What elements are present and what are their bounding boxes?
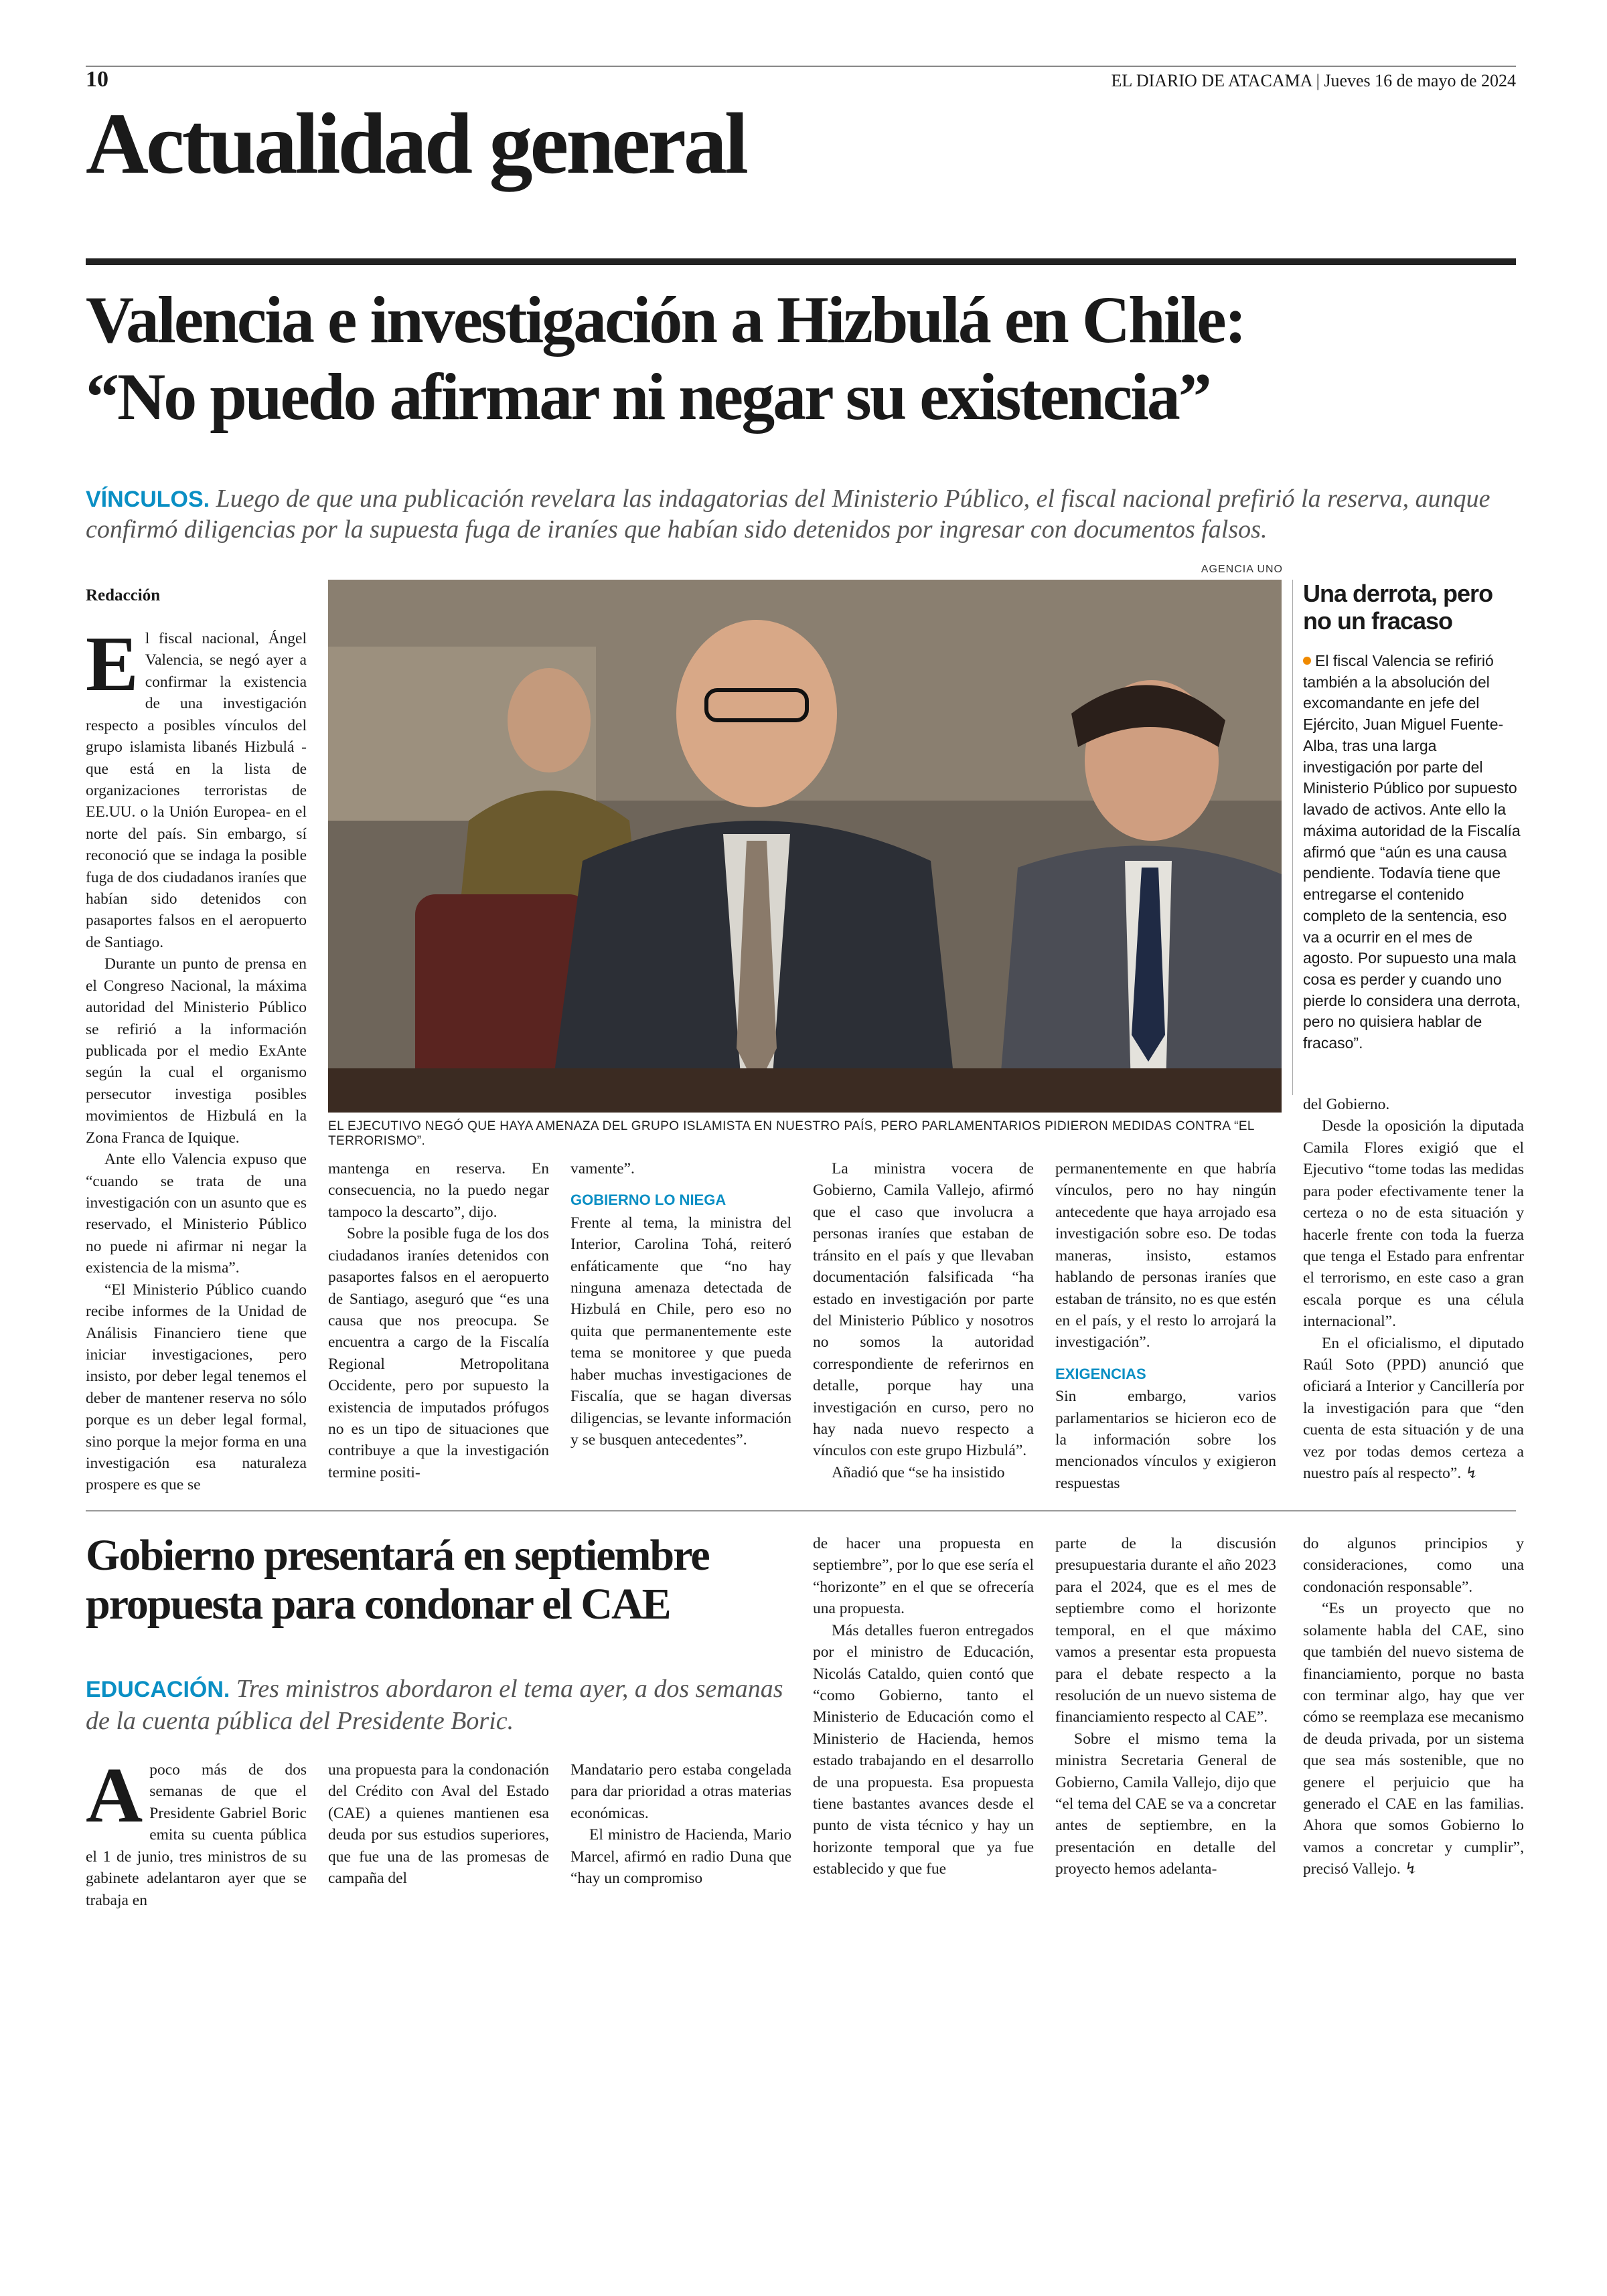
- article1-headline-line2: “No puedo afirmar ni negar su existencia”: [86, 359, 1210, 434]
- article2-paragraph: “Es un proyecto que no solamente habla del CAE, sino que también del nuevo sistema de financiamiento, porque no basta con terminar algo, hay que ver cómo se reemplaza ese mecanismo de deuda privada, por un sistema que sea más sostenible, que no genere el perjuicio que ha generado el CAE en las familias. Ahora que somos Gobierno lo vamos a concretar y cumplir”, precisó Vallejo. ↯: [1303, 1600, 1524, 1878]
- photo-credit: AGENCIA UNO: [1201, 564, 1283, 575]
- bullet-dot-icon: [1303, 657, 1311, 665]
- article1-paragraph: mantenga en reserva. En consecuencia, no la puedo negar tampoco la descarto”, dijo.: [328, 1160, 549, 1221]
- article1-headline: [86, 281, 1525, 435]
- page-number: 10: [86, 67, 108, 92]
- photo-illustration: [328, 580, 1282, 1113]
- article2-paragraph: parte de la discusión presupuestaria durante el año 2023 para el 2024, que es el mes de septiembre como el horizonte temporal, en el que máximo vamos a presentar esta propuesta para el debate respecto a la resolución de un nuevo sistema de financiamiento respecto al CAE”.: [1055, 1535, 1276, 1726]
- article2-dropcap: A: [86, 1751, 143, 1839]
- article2-headline: [86, 1532, 809, 1629]
- subhead-exigencias: EXIGENCIAS: [1055, 1365, 1146, 1382]
- article1-dek: [86, 483, 1525, 546]
- article2-paragraph: [86, 1751, 307, 1911]
- article2-paragraph: Más detalles fueron entregados por el ministro de Educación, Nicolás Cataldo, quien contó que “como Gobierno, tanto el Ministerio de Educación como el Ministerio de Hacienda, hemos estado trabajando en el desarrollo de una propuesta. Esa propuesta tiene bastantes avances desde el punto de vista técnico y hay un horizonte temporal que ya fue establecido y que fue: [813, 1621, 1034, 1878]
- article1-paragraph: Sobre la posible fuga de los dos ciudadanos iraníes detenidos con pasaportes falsos en el aeropuerto de Santiago, aseguró que “es una causa que nos preocupa. Se encuentra a cargo de la Fiscalía Regional Metropolitana Occidente, pero por supuesto la existencia de imputados prófugos no es un tipo de situaciones que contribuye a que la investigación termine positi-: [328, 1225, 549, 1481]
- article1-paragraph: del Gobierno.: [1303, 1096, 1390, 1113]
- article1-headline-line1: Valencia e investigación a Hizbulá en Chile:: [86, 282, 1245, 357]
- sidebar-text: El fiscal Valencia se refirió también a la absolución del excomandante en jefe del Ejército, Juan Miguel Fuente-Alba, tras una larga investigación por parte del Ministerio Público por supuesto lavado de activos. Ante ello la máxima autoridad de la Fiscalía afirmó que “aún es una causa pendiente. Todavía tiene que entregarse el contenido completo de la sentencia, eso va a ocurrir en el mes de agosto. Por supuesto una mala cosa es perder y cuando uno pierde lo considera una derrota, pero no quisiera hablar de fracaso”.: [1303, 652, 1521, 1052]
- masthead: [1112, 71, 1516, 91]
- article1-paragraph: Añadió que “se ha insistido: [832, 1463, 1005, 1481]
- article1-paragraph: La ministra vocera de Gobierno, Camila Vallejo, afirmó que el caso que involucra a personas iraníes que estaban de tránsito en el país y que llevaban documentación falsificada “ha estado en investigación por parte del Ministerio Público y nosotros no somos la autoridad correspondiente de referirnos en detalle, porque hay una investigación en curso, pero no hay nada nuevo respecto a vínculos con este grupo Hizbulá”.: [813, 1160, 1034, 1460]
- article1-column-5: [1055, 1158, 1276, 1494]
- article2-column-3: [570, 1759, 791, 1890]
- article1-kicker: VÍNCULOS.: [86, 487, 210, 512]
- section-rule: [86, 258, 1516, 265]
- article1-paragraph-text: l fiscal nacional, Ángel Valencia, se negó ayer a confirmar la existencia de una investigación respecto a posibles vínculos del grupo islamista libanés Hizbulá -que está en la lista de organizaciones terroristas de EE.UU. o la Unión Europea- en el norte del país. Sin embargo, sí reconoció que se indaga la posible fuga de dos ciudadanos iraníes que habían sido detenidos con pasaportes falsos en el aeropuerto de Santiago.: [86, 630, 307, 951]
- article2-headline-line1: Gobierno presentará en septiembre: [86, 1531, 709, 1580]
- article1-paragraph: Frente al tema, la ministra del Interior, Carolina Tohá, reiteró enfáticamente que “no hay ninguna amenaza detectada de Hizbulá en Chile, pero eso no quita que permanentemente este tema se monitoree y que pueda haber muchas investigaciones de Fiscalía, que se hagan diversas diligencias, se levante información y se busquen antecedentes”.: [570, 1214, 791, 1449]
- article1-paragraph: “El Ministerio Público cuando recibe informes de la Unidad de Análisis Financiero tiene que iniciar investigaciones, pero insisto, por deber legal tenemos el deber de mantener reserva no sólo porque es un deber legal formal, sino porque la mejor forma en una investigación esa naturaleza prospere es que se: [86, 1281, 307, 1494]
- article2-paragraph: una propuesta para la condonación del Crédito con Aval del Estado (CAE) a quienes mantienen esa deuda por sus estudios superiores, que fue una de las promesas de campaña del: [328, 1761, 549, 1888]
- header-rule: [86, 66, 1516, 67]
- article1-column-3: [570, 1158, 791, 1451]
- article1-paragraph: Durante un punto de prensa en el Congreso Nacional, la máxima autoridad del Ministerio Público se refirió a la información publicada por el medio ExAnte según la cual el organismo persecutor investiga posibles movimientos de Hizbulá en la Zona Franca de Iquique.: [86, 955, 307, 1147]
- article1-paragraph: permanentemente en que habría vínculos, pero no hay ningún antecedente que haya arrojado esa investigación sobre eso. De todas maneras, insisto, estamos hablando de personas iraníes que estaban de tránsito, no es que estén en el país, y el resto lo arrojará la investigación”.: [1055, 1160, 1276, 1351]
- article2-dek: [86, 1673, 809, 1738]
- sidebar-body: [1303, 651, 1524, 1054]
- newspaper-name: EL DIARIO DE ATACAMA: [1111, 71, 1312, 90]
- article1-paragraph: [86, 620, 307, 953]
- section-title: Actualidad general: [86, 96, 747, 192]
- masthead-separator: |: [1316, 71, 1324, 90]
- article1-paragraph: En el oficialismo, el diputado Raúl Soto (PPD) anunció que oficiará a Interior y Cancillería por la investigación para que “den cuenta de esta situación y de una vez por todas demos certeza a nuestro país al respecto”. ↯: [1303, 1334, 1524, 1483]
- article1-column-1: [86, 620, 307, 1496]
- article1-paragraph: Ante ello Valencia expuso que “cuando se trata de una investigación con un asunto que es reservado, el Ministerio Público no puede ni afirmar ni negar la existencia de la misma”.: [86, 1151, 307, 1277]
- article2-headline-line2: propuesta para condonar el CAE: [86, 1579, 670, 1629]
- issue-date: Jueves 16 de mayo de 2024: [1324, 71, 1516, 90]
- article2-paragraph: de hacer una propuesta en septiembre”, por lo que ese sería el “horizonte” en el que se ofrecería una propuesta.: [813, 1535, 1034, 1618]
- article2-dek-text: Tres ministros abordaron el tema ayer, a dos semanas de la cuenta pública del Presidente Boric.: [86, 1675, 783, 1735]
- subhead-gobierno-lo-niega: GOBIERNO LO NIEGA: [570, 1192, 726, 1209]
- article1-column-6: [1303, 1094, 1524, 1485]
- sidebar-title: Una derrota, pero no un fracaso: [1303, 580, 1493, 635]
- article2-paragraph: Mandatario pero estaba congelada para dar prioridad a otras materias económicas.: [570, 1761, 791, 1822]
- photo-caption: EL EJECUTIVO NEGÓ QUE HAYA AMENAZA DEL GRUPO ISLAMISTA EN NUESTRO PAÍS, PERO PARLAMENTARIOS PIDIERON MEDIDAS CONTRA “EL TERRORISMO”.: [328, 1119, 1255, 1148]
- article1-paragraph: Desde la oposición la diputada Camila Flores exigió que el Ejecutivo “tome todas las medidas para poder efectivamente tener la certeza o no de esta situación y hacerle frente con toda la fuerza que tenga el Estado para enfrentar el terrorismo, en este caso a gran escala porque es una célula internacional”.: [1303, 1117, 1524, 1331]
- article1-column-2: [328, 1158, 549, 1483]
- article2-column-6: [1303, 1533, 1524, 1880]
- article1-paragraph: Sin embargo, varios parlamentarios se hicieron eco de la información sobre los mencionados vínculos y exigieron respuestas: [1055, 1388, 1276, 1492]
- article2-column-5: [1055, 1533, 1276, 1880]
- article1-paragraph: vamente”.: [570, 1160, 635, 1177]
- article2-paragraph: El ministro de Hacienda, Mario Marcel, afirmó en radio Duna que “hay un compromiso: [570, 1826, 791, 1888]
- article2-kicker: EDUCACIÓN.: [86, 1677, 230, 1702]
- news-photo: [328, 580, 1282, 1113]
- article-divider: [86, 1510, 1516, 1511]
- byline: Redacción: [86, 586, 161, 604]
- article1-dropcap: E: [86, 620, 139, 708]
- sidebar-rule: [1292, 580, 1293, 1095]
- article1-dek-text: Luego de que una publicación revelara las indagatorias del Ministerio Público, el fiscal nacional prefirió la reserva, aunque confirmó diligencias por la supuesta fuga de iraníes que habían sido detenidos por ingresar con documentos falsos.: [86, 485, 1490, 544]
- article2-paragraph: Sobre el mismo tema la ministra Secretaria General de Gobierno, Camila Vallejo, dijo que “el tema del CAE se va a concretar antes de septiembre, en la presentación en detalle del proyecto hemos adelanta-: [1055, 1730, 1276, 1878]
- article2-paragraph-text: poco más de dos semanas de que el Presidente Gabriel Boric emita su cuenta pública el 1 de junio, tres ministros de su gabinete adelantaron ayer que se trabaja en: [86, 1761, 307, 1909]
- article2-column-4: [813, 1533, 1034, 1880]
- article2-column-1: [86, 1751, 307, 1911]
- article2-column-2: [328, 1759, 549, 1890]
- article1-column-4: [813, 1158, 1034, 1483]
- article2-paragraph: do algunos principios y consideraciones, como una condonación responsable”.: [1303, 1535, 1524, 1596]
